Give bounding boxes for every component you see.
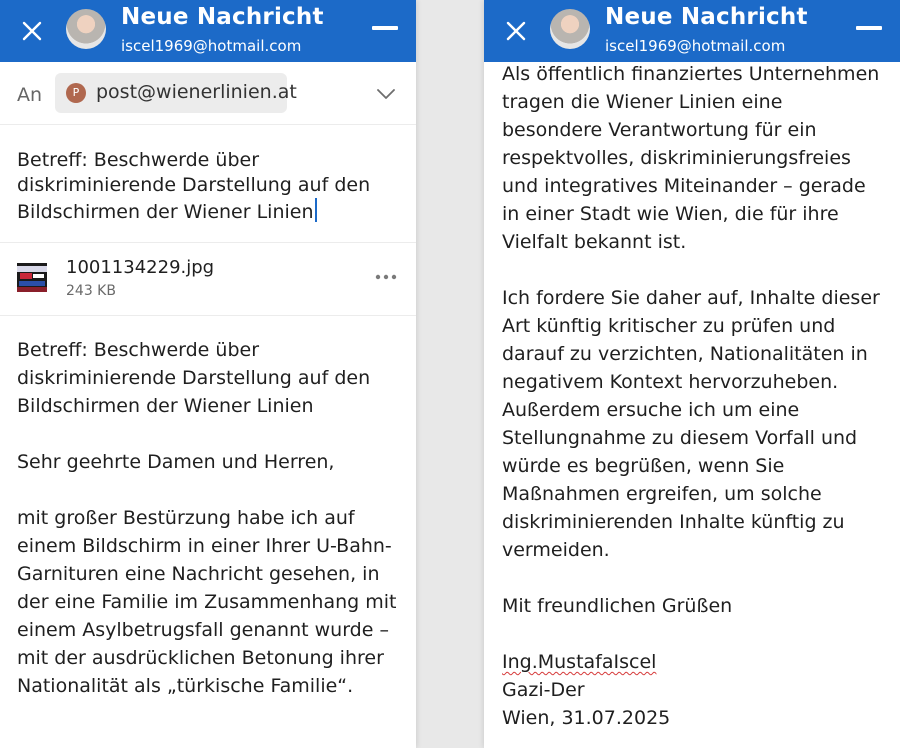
sender-avatar[interactable] (66, 9, 106, 49)
subject-input[interactable] (17, 148, 397, 225)
attachment-size: 243 KB (66, 283, 116, 299)
compose-title: Neue Nachricht (121, 4, 324, 30)
paragraph-2: Als öffentlich finanziertes Unternehmen tragen die Wiener Linien eine besondere Verantwortung für ein respektvolles, diskriminierungsfreies und integratives Miteinander – gerade in einer Stadt wie Wien, die für ihre Vielfalt bekannt ist. (502, 63, 880, 253)
divider (0, 242, 416, 243)
more-horizontal-icon[interactable] (374, 267, 398, 287)
paragraph-3: Ich fordere Sie daher auf, Inhalte dieser Art künftig kritischer zu prüfen und darauf zu verzichten, Nationalitäten in negativem Kontext hervorzuheben. Außerdem ersuche ich um eine Stellungnahme zu diesem Vorfall und würde es begrüßen, wenn Sie Maßnahmen ergreifen, um solche diskriminierenden Inhalte künftig zu vermeiden. (502, 287, 880, 561)
sender-avatar[interactable] (550, 9, 590, 49)
to-label: An (17, 84, 43, 106)
close-icon[interactable] (502, 17, 530, 45)
image-thumbnail-icon[interactable] (17, 263, 47, 292)
signature-organization: Gazi-Der (502, 679, 585, 701)
sender-account[interactable]: iscel1969@hotmail.com (121, 37, 302, 55)
subject-text: Betreff: Beschwerde über diskriminierende Darstellung auf den Bildschirmen der Wiener Linien (17, 149, 371, 223)
close-icon[interactable] (18, 17, 46, 45)
body-subject-line: Betreff: Beschwerde über diskriminierende Darstellung auf den Bildschirmen der Wiener Linien (17, 339, 371, 417)
minimize-icon[interactable] (856, 26, 882, 30)
sender-account[interactable]: iscel1969@hotmail.com (605, 37, 786, 55)
recipient-address: post@wienerlinien.at (96, 81, 297, 103)
closing: Mit freundlichen Grüßen (502, 595, 733, 617)
greeting: Sehr geehrte Damen und Herren, (17, 451, 335, 473)
signature-name: Ing.MustafaIscel (502, 651, 657, 673)
to-field-row (0, 62, 416, 125)
message-body-continued[interactable] (502, 60, 887, 732)
recipient-chip[interactable] (55, 73, 297, 113)
compose-header (0, 0, 416, 62)
attachment-name[interactable]: 1001134229.jpg (66, 257, 215, 278)
compose-header (484, 0, 900, 62)
compose-window-right (484, 0, 900, 748)
signature-place-date: Wien, 31.07.2025 (502, 707, 671, 729)
text-caret (315, 198, 317, 222)
message-body[interactable] (17, 336, 402, 700)
compose-title: Neue Nachricht (605, 4, 808, 30)
divider (0, 315, 416, 316)
minimize-icon[interactable] (372, 26, 398, 30)
chevron-down-icon[interactable] (376, 88, 396, 100)
recipient-avatar: P (66, 83, 86, 103)
paragraph-1: mit großer Bestürzung habe ich auf einem Bildschirm in einer Ihrer U-Bahn-Garnituren eine Nachricht gesehen, in der eine Familie im Zusammenhang mit einem Asylbetrugsfall genannt wurde – mit der ausdrücklichen Betonung ihrer Nationalität als „türkische Familie“. (17, 507, 397, 697)
compose-window-left (0, 0, 416, 748)
